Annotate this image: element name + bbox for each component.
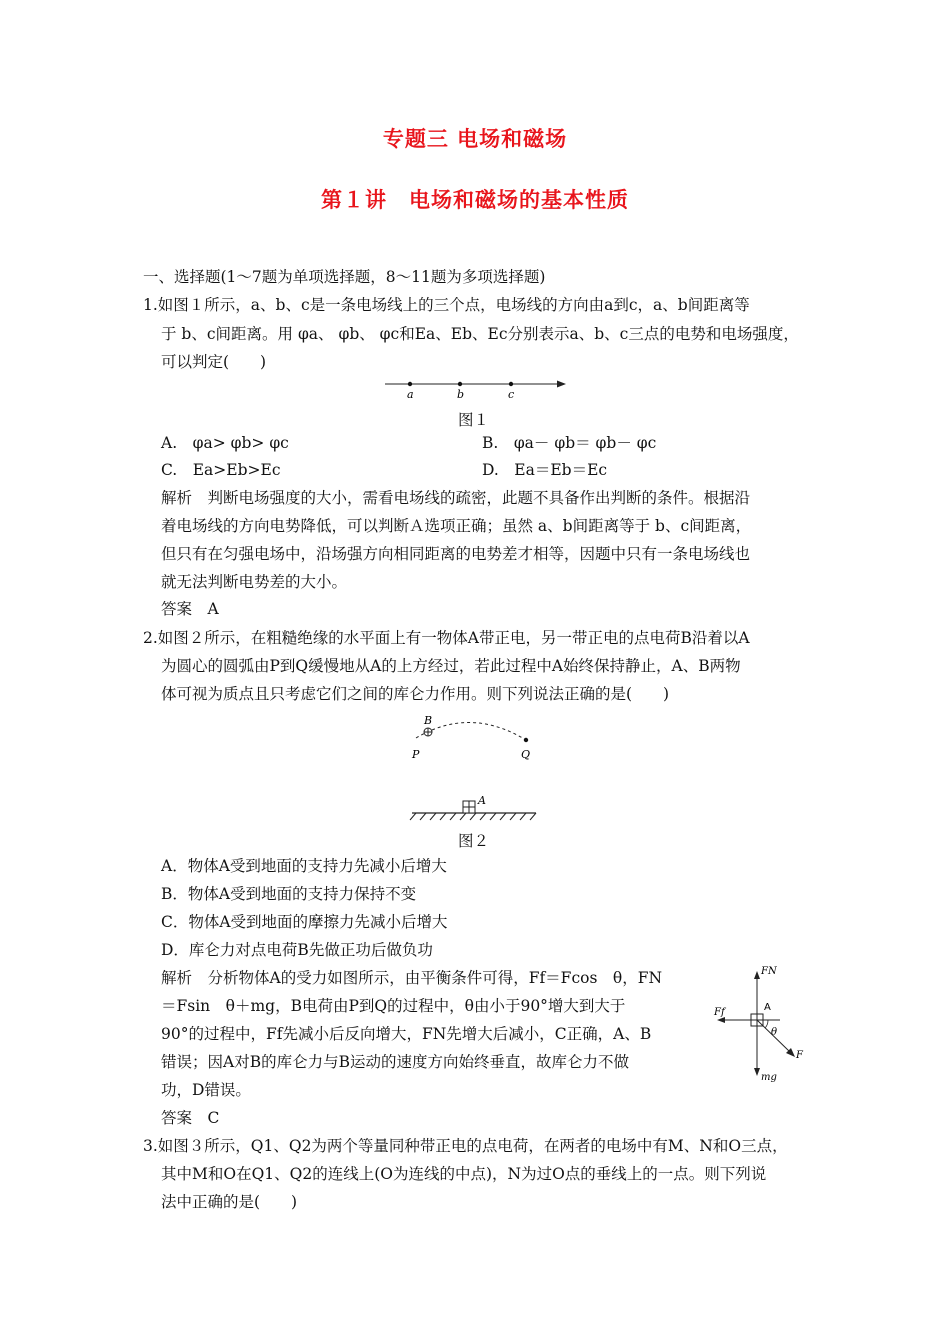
q1-analysis-line-4: 就无法判断电势差的大小。 — [161, 573, 348, 591]
label-p: P — [412, 748, 420, 761]
q2-option-c: C．物体A受到地面的摩擦力先减小后增大 — [161, 913, 448, 931]
q1-option-d: D. Ea＝Eb＝Ec — [482, 461, 608, 479]
label-f: F — [796, 1050, 803, 1061]
label-a: A — [764, 1002, 771, 1013]
point-q-dot — [524, 738, 528, 742]
q2-answer: 答案 C — [161, 1109, 220, 1127]
label-fn: FN — [761, 966, 777, 977]
q2-option-d: D．库仑力对点电荷B先做正功后做负功 — [161, 941, 433, 959]
point-c-dot — [509, 382, 513, 386]
arc-path — [416, 722, 526, 740]
point-a-label: a — [407, 388, 414, 401]
q2-analysis-line-2: ＝Fsin θ＋mg，B电荷由P到Q的过程中，θ由小于90°增大到大于 — [161, 997, 626, 1015]
figure-2-caption: 图２ — [458, 832, 490, 850]
label-ff: Ff — [714, 1007, 725, 1018]
point-c-label: c — [508, 388, 515, 401]
field-arrowhead — [557, 381, 566, 388]
q2-analysis-line-4: 错误；因A对B的库仑力与B运动的速度方向始终垂直，故库仑力不做 — [161, 1053, 629, 1071]
label-a: A — [478, 794, 486, 807]
q2-option-b: B．物体A受到地面的支持力保持不变 — [161, 885, 417, 903]
q1-analysis-line-2: 着电场线的方向电势降低，可以判断Ａ选项正确；虽然 a、b间距离等于 b、c间距离， — [161, 517, 752, 535]
q1-answer: 答案 A — [161, 600, 219, 618]
q3-text-line-1: 3.如图３所示，Q1、Q2为两个等量同种带正电的点电荷，在两者的电场中有M、N和O三点， — [143, 1137, 788, 1155]
q1-text-line-3: 可以判定( ) — [161, 353, 267, 371]
q1-option-a: A. φa> φb> φc — [161, 434, 289, 452]
q2-analysis-line-3: 90°的过程中，Ff先减小后反向增大，FN先增大后减小，C正确，A、B — [161, 1025, 652, 1043]
label-mg: mg — [761, 1072, 777, 1083]
lecture-subtitle: 第１讲 电场和磁场的基本性质 — [321, 188, 629, 212]
q2-text-line-2: 为圆心的圆弧由P到Q缓慢地从A的上方经过，若此过程中A始终保持静止，A、B两物 — [161, 657, 741, 675]
q1-option-c: C. Ea>Eb>Ec — [161, 461, 281, 479]
figure-1-field-line — [380, 374, 570, 404]
q3-text-line-3: 法中正确的是( ) — [161, 1193, 298, 1211]
q1-option-b: B. φa－ φb＝ φb－ φc — [482, 434, 657, 452]
figure-2-arc — [400, 712, 550, 824]
ground-hatching — [410, 813, 536, 820]
q1-analysis-line-1: 解析 判断电场强度的大小，需看电场线的疏密，此题不具备作出判断的条件。根据沿 — [161, 489, 751, 507]
q2-text-line-3: 体可视为质点且只考虑它们之间的库仑力作用。则下列说法正确的是( ) — [161, 685, 670, 703]
label-b: B — [424, 714, 433, 727]
label-theta: θ — [771, 1027, 778, 1038]
q1-analysis-line-3: 但只有在匀强电场中，沿场强方向相同距离的电势差才相等，因题中只有一条电场线也 — [161, 545, 751, 563]
q2-analysis-line-5: 功，D错误。 — [161, 1081, 251, 1099]
figure-1-caption: 图１ — [458, 411, 490, 429]
point-a-dot — [408, 382, 412, 386]
q2-text-line-1: 2.如图２所示，在粗糙绝缘的水平面上有一物体A带正电，另一带正电的点电荷B沿着以A — [143, 629, 750, 647]
q2-analysis-line-1: 解析 分析物体A的受力如图所示，由平衡条件可得，Ff＝Fcos θ，FN — [161, 969, 663, 987]
q1-text-line-1: 1.如图１所示，a、b、c是一条电场线上的三个点，电场线的方向由a到c，a、b间距离等 — [143, 296, 750, 314]
q1-text-line-2: 于 b、c间距离。用 φa、 φb、 φc和Ea、Eb、Ec分别表示a、b、c三点的电势和电场强度， — [161, 325, 799, 343]
force-diagram — [710, 962, 810, 1086]
point-b-label: b — [457, 388, 465, 401]
q2-option-a: A．物体A受到地面的支持力先减小后增大 — [161, 857, 447, 875]
section-heading: 一、选择题(1～7题为单项选择题，8～11题为多项选择题) — [143, 268, 546, 286]
point-b-dot — [458, 382, 462, 386]
page-title: 专题三 电场和磁场 — [382, 127, 568, 151]
label-q: Q — [521, 748, 531, 761]
q3-text-line-2: 其中M和O在Q1、Q2的连线上(O为连线的中点)，N为过O点的垂线上的一点。则下列说 — [161, 1165, 767, 1183]
